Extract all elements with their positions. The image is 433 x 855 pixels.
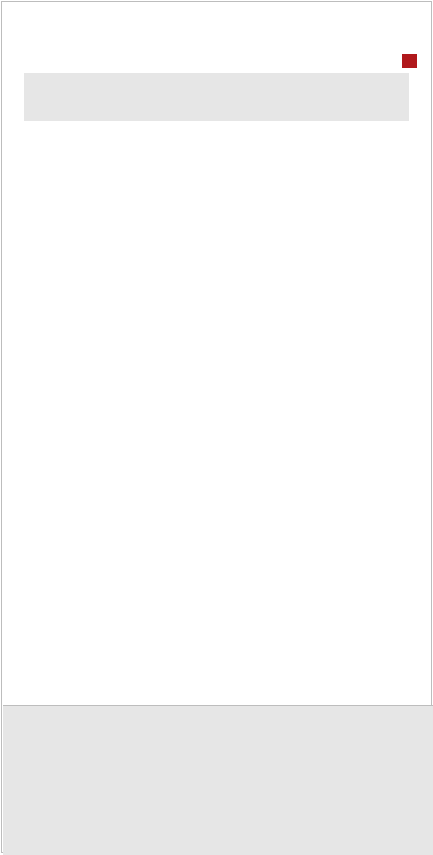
logo-wordmark	[11, 12, 191, 38]
crimezone-logo[interactable]	[11, 12, 191, 38]
cz-badge	[402, 54, 417, 68]
review-body	[12, 137, 424, 187]
paragraph-2	[12, 162, 424, 174]
summary-box	[24, 73, 409, 121]
paragraph-1	[12, 137, 424, 149]
ratings-panel	[3, 705, 433, 855]
review-frame	[1, 1, 432, 853]
overall-rating	[402, 54, 419, 68]
